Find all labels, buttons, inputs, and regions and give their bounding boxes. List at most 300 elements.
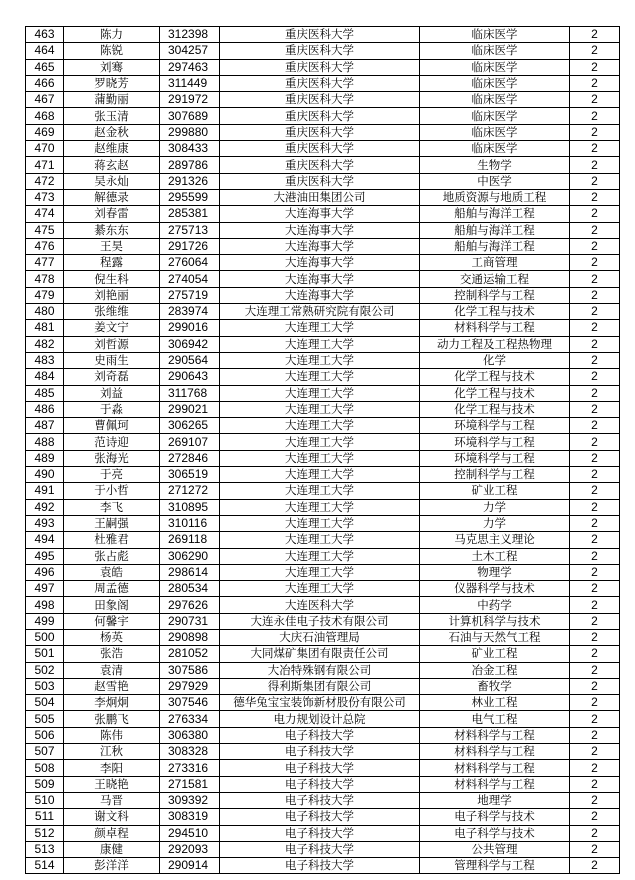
row-index-cell: 500 [26,629,64,645]
id-number-cell: 276064 [160,255,220,271]
count-cell: 2 [570,515,620,531]
table-row [26,369,620,385]
id-number-cell: 275713 [160,222,220,238]
row-index-cell: 486 [26,401,64,417]
id-number-cell: 297463 [160,59,220,75]
person-name-cell: 蒋玄赵 [64,157,160,173]
count-cell: 2 [570,711,620,727]
person-name-cell: 蒲勤丽 [64,92,160,108]
row-index-cell: 463 [26,27,64,43]
organization-cell: 大连理工大学 [220,499,420,515]
table-row [26,75,620,91]
id-number-cell: 290898 [160,629,220,645]
table-row [26,809,620,825]
organization-cell: 重庆医科大学 [220,43,420,59]
count-cell: 2 [570,206,620,222]
row-index-cell: 466 [26,75,64,91]
person-name-cell: 刘哲源 [64,336,160,352]
id-number-cell: 276334 [160,711,220,727]
id-number-cell: 291726 [160,238,220,254]
table-row [26,727,620,743]
id-number-cell: 297929 [160,678,220,694]
id-number-cell: 294510 [160,825,220,841]
id-number-cell: 280534 [160,581,220,597]
row-index-cell: 493 [26,515,64,531]
organization-cell: 大连理工常熟研究院有限公司 [220,304,420,320]
table-row [26,108,620,124]
person-name-cell: 綦东东 [64,222,160,238]
count-cell: 2 [570,662,620,678]
table-row [26,678,620,694]
row-index-cell: 482 [26,336,64,352]
discipline-cell: 冶金工程 [420,662,570,678]
count-cell: 2 [570,434,620,450]
table-row [26,320,620,336]
discipline-cell: 仪器科学与技术 [420,581,570,597]
table-row [26,613,620,629]
count-cell: 2 [570,532,620,548]
row-index-cell: 484 [26,369,64,385]
person-name-cell: 赵维康 [64,141,160,157]
person-name-cell: 张玉清 [64,108,160,124]
organization-cell: 电力规划设计总院 [220,711,420,727]
id-number-cell: 306265 [160,418,220,434]
id-number-cell: 306290 [160,548,220,564]
id-number-cell: 281052 [160,646,220,662]
discipline-cell: 林业工程 [420,695,570,711]
table-row [26,238,620,254]
organization-cell: 重庆医科大学 [220,157,420,173]
organization-cell: 大连海事大学 [220,222,420,238]
organization-cell: 大连理工大学 [220,352,420,368]
id-number-cell: 308433 [160,141,220,157]
table-row [26,792,620,808]
organization-cell: 大港油田集团公司 [220,189,420,205]
count-cell: 2 [570,450,620,466]
row-index-cell: 476 [26,238,64,254]
row-index-cell: 483 [26,352,64,368]
person-name-cell: 张浩 [64,646,160,662]
table-row [26,336,620,352]
organization-cell: 大连理工大学 [220,336,420,352]
table-row [26,646,620,662]
organization-cell: 电子科技大学 [220,858,420,874]
organization-cell: 德华兔宝宝装饰新材股份有限公司 [220,695,420,711]
person-name-cell: 李飞 [64,499,160,515]
person-name-cell: 周孟德 [64,581,160,597]
person-name-cell: 颜卓程 [64,825,160,841]
count-cell: 2 [570,695,620,711]
person-name-cell: 吴永灿 [64,173,160,189]
row-index-cell: 504 [26,695,64,711]
person-name-cell: 赵雪艳 [64,678,160,694]
table-row [26,515,620,531]
person-name-cell: 江秋 [64,744,160,760]
table-row [26,401,620,417]
organization-cell: 大连理工大学 [220,467,420,483]
row-index-cell: 489 [26,450,64,466]
table-row [26,352,620,368]
id-number-cell: 306380 [160,727,220,743]
row-index-cell: 487 [26,418,64,434]
count-cell: 2 [570,760,620,776]
discipline-cell: 控制科学与工程 [420,287,570,303]
count-cell: 2 [570,173,620,189]
organization-cell: 大连理工大学 [220,532,420,548]
organization-cell: 大同煤矿集团有限责任公司 [220,646,420,662]
table-row [26,418,620,434]
count-cell: 2 [570,369,620,385]
organization-cell: 重庆医科大学 [220,92,420,108]
person-name-cell: 王嗣强 [64,515,160,531]
row-index-cell: 478 [26,271,64,287]
discipline-cell: 中药学 [420,597,570,613]
person-name-cell: 刘奇磊 [64,369,160,385]
count-cell: 2 [570,385,620,401]
row-index-cell: 495 [26,548,64,564]
count-cell: 2 [570,271,620,287]
id-number-cell: 292093 [160,841,220,857]
person-name-cell: 谢文科 [64,809,160,825]
organization-cell: 得利斯集团有限公司 [220,678,420,694]
row-index-cell: 471 [26,157,64,173]
count-cell: 2 [570,841,620,857]
id-number-cell: 307546 [160,695,220,711]
count-cell: 2 [570,727,620,743]
table-row [26,92,620,108]
discipline-cell: 环境科学与工程 [420,418,570,434]
person-name-cell: 何馨宇 [64,613,160,629]
person-name-cell: 赵金秋 [64,124,160,140]
discipline-cell: 矿业工程 [420,646,570,662]
discipline-cell: 船舶与海洋工程 [420,238,570,254]
table-row [26,858,620,874]
organization-cell: 大连理工大学 [220,515,420,531]
row-index-cell: 496 [26,564,64,580]
organization-cell: 大冶特殊钢有限公司 [220,662,420,678]
organization-cell: 电子科技大学 [220,841,420,857]
organization-cell: 重庆医科大学 [220,141,420,157]
table-row [26,141,620,157]
count-cell: 2 [570,75,620,91]
discipline-cell: 畜牧学 [420,678,570,694]
id-number-cell: 304257 [160,43,220,59]
organization-cell: 大连理工大学 [220,483,420,499]
id-number-cell: 290564 [160,352,220,368]
id-number-cell: 290731 [160,613,220,629]
count-cell: 2 [570,124,620,140]
organization-cell: 大连海事大学 [220,206,420,222]
table-row [26,450,620,466]
person-name-cell: 张海光 [64,450,160,466]
organization-cell: 大连理工大学 [220,548,420,564]
organization-cell: 大连永佳电子技术有限公司 [220,613,420,629]
discipline-cell: 化学工程与技术 [420,385,570,401]
discipline-cell: 物理学 [420,564,570,580]
person-name-cell: 张占彪 [64,548,160,564]
organization-cell: 电子科技大学 [220,760,420,776]
organization-cell: 大连理工大学 [220,581,420,597]
row-index-cell: 508 [26,760,64,776]
discipline-cell: 临床医学 [420,124,570,140]
table-row [26,27,620,43]
discipline-cell: 化学工程与技术 [420,401,570,417]
row-index-cell: 480 [26,304,64,320]
discipline-cell: 交通运输工程 [420,271,570,287]
row-index-cell: 501 [26,646,64,662]
person-name-cell: 于淼 [64,401,160,417]
count-cell: 2 [570,59,620,75]
table-row [26,287,620,303]
discipline-cell: 材料科学与工程 [420,727,570,743]
organization-cell: 大连理工大学 [220,401,420,417]
discipline-cell: 管理科学与工程 [420,858,570,874]
id-number-cell: 269107 [160,434,220,450]
person-name-cell: 张鹏飞 [64,711,160,727]
id-number-cell: 290914 [160,858,220,874]
discipline-cell: 土木工程 [420,548,570,564]
table-body [26,27,620,874]
discipline-cell: 环境科学与工程 [420,450,570,466]
row-index-cell: 497 [26,581,64,597]
discipline-cell: 临床医学 [420,27,570,43]
count-cell: 2 [570,320,620,336]
count-cell: 2 [570,646,620,662]
table-row [26,695,620,711]
organization-cell: 重庆医科大学 [220,108,420,124]
person-name-cell: 于亮 [64,467,160,483]
discipline-cell: 工商管理 [420,255,570,271]
id-number-cell: 299880 [160,124,220,140]
organization-cell: 电子科技大学 [220,744,420,760]
id-number-cell: 309392 [160,792,220,808]
id-number-cell: 295599 [160,189,220,205]
id-number-cell: 271581 [160,776,220,792]
id-number-cell: 311449 [160,75,220,91]
table-row [26,173,620,189]
organization-cell: 电子科技大学 [220,809,420,825]
person-name-cell: 陈伟 [64,727,160,743]
discipline-cell: 化学 [420,352,570,368]
row-index-cell: 469 [26,124,64,140]
recipient-table [25,26,620,874]
discipline-cell: 电子科学与技术 [420,825,570,841]
discipline-cell: 地质资源与地质工程 [420,189,570,205]
row-index-cell: 464 [26,43,64,59]
count-cell: 2 [570,629,620,645]
discipline-cell: 临床医学 [420,59,570,75]
organization-cell: 大连理工大学 [220,385,420,401]
count-cell: 2 [570,678,620,694]
row-index-cell: 511 [26,809,64,825]
row-index-cell: 513 [26,841,64,857]
person-name-cell: 袁皓 [64,564,160,580]
person-name-cell: 田象阁 [64,597,160,613]
person-name-cell: 刘春雷 [64,206,160,222]
table-row [26,124,620,140]
table-row [26,271,620,287]
table-row [26,43,620,59]
count-cell: 2 [570,776,620,792]
count-cell: 2 [570,255,620,271]
discipline-cell: 矿业工程 [420,483,570,499]
count-cell: 2 [570,499,620,515]
person-name-cell: 曹佩珂 [64,418,160,434]
count-cell: 2 [570,27,620,43]
organization-cell: 电子科技大学 [220,727,420,743]
row-index-cell: 502 [26,662,64,678]
person-name-cell: 程露 [64,255,160,271]
count-cell: 2 [570,43,620,59]
organization-cell: 大连海事大学 [220,238,420,254]
person-name-cell: 刘骞 [64,59,160,75]
id-number-cell: 290643 [160,369,220,385]
discipline-cell: 马克思主义理论 [420,532,570,548]
table-row [26,629,620,645]
count-cell: 2 [570,792,620,808]
count-cell: 2 [570,597,620,613]
id-number-cell: 275719 [160,287,220,303]
person-name-cell: 杜雅君 [64,532,160,548]
person-name-cell: 李阳 [64,760,160,776]
row-index-cell: 503 [26,678,64,694]
row-index-cell: 492 [26,499,64,515]
table-row [26,206,620,222]
person-name-cell: 姜文宁 [64,320,160,336]
id-number-cell: 311768 [160,385,220,401]
table-row [26,711,620,727]
discipline-cell: 生物学 [420,157,570,173]
row-index-cell: 514 [26,858,64,874]
id-number-cell: 285381 [160,206,220,222]
row-index-cell: 470 [26,141,64,157]
row-index-cell: 479 [26,287,64,303]
organization-cell: 大连理工大学 [220,369,420,385]
organization-cell: 大连理工大学 [220,320,420,336]
row-index-cell: 512 [26,825,64,841]
discipline-cell: 船舶与海洋工程 [420,206,570,222]
row-index-cell: 477 [26,255,64,271]
count-cell: 2 [570,825,620,841]
organization-cell: 大连医科大学 [220,597,420,613]
count-cell: 2 [570,581,620,597]
count-cell: 2 [570,483,620,499]
row-index-cell: 499 [26,613,64,629]
table-row [26,776,620,792]
row-index-cell: 485 [26,385,64,401]
person-name-cell: 彭洋洋 [64,858,160,874]
discipline-cell: 材料科学与工程 [420,744,570,760]
discipline-cell: 临床医学 [420,43,570,59]
table-row [26,385,620,401]
id-number-cell: 307689 [160,108,220,124]
row-index-cell: 488 [26,434,64,450]
table-row [26,662,620,678]
person-name-cell: 范诗迎 [64,434,160,450]
table-row [26,189,620,205]
id-number-cell: 310116 [160,515,220,531]
id-number-cell: 312398 [160,27,220,43]
organization-cell: 大连理工大学 [220,450,420,466]
person-name-cell: 李炯炯 [64,695,160,711]
table-row [26,434,620,450]
id-number-cell: 271272 [160,483,220,499]
table-row [26,744,620,760]
organization-cell: 重庆医科大学 [220,27,420,43]
row-index-cell: 465 [26,59,64,75]
organization-cell: 大庆石油管理局 [220,629,420,645]
row-index-cell: 467 [26,92,64,108]
table-row [26,760,620,776]
count-cell: 2 [570,858,620,874]
table-row [26,532,620,548]
id-number-cell: 273316 [160,760,220,776]
discipline-cell: 石油与天然气工程 [420,629,570,645]
count-cell: 2 [570,304,620,320]
table-row [26,581,620,597]
discipline-cell: 地理学 [420,792,570,808]
row-index-cell: 491 [26,483,64,499]
row-index-cell: 475 [26,222,64,238]
organization-cell: 大连理工大学 [220,418,420,434]
discipline-cell: 化学工程与技术 [420,304,570,320]
count-cell: 2 [570,809,620,825]
table-row [26,222,620,238]
id-number-cell: 308328 [160,744,220,760]
id-number-cell: 306519 [160,467,220,483]
count-cell: 2 [570,613,620,629]
organization-cell: 重庆医科大学 [220,75,420,91]
table-row [26,255,620,271]
discipline-cell: 电气工程 [420,711,570,727]
row-index-cell: 505 [26,711,64,727]
organization-cell: 重庆医科大学 [220,173,420,189]
discipline-cell: 材料科学与工程 [420,760,570,776]
count-cell: 2 [570,467,620,483]
row-index-cell: 494 [26,532,64,548]
organization-cell: 大连理工大学 [220,564,420,580]
organization-cell: 电子科技大学 [220,792,420,808]
row-index-cell: 468 [26,108,64,124]
id-number-cell: 283974 [160,304,220,320]
organization-cell: 重庆医科大学 [220,124,420,140]
id-number-cell: 306942 [160,336,220,352]
person-name-cell: 张维维 [64,304,160,320]
table-row [26,499,620,515]
count-cell: 2 [570,238,620,254]
discipline-cell: 临床医学 [420,141,570,157]
person-name-cell: 罗晓芳 [64,75,160,91]
person-name-cell: 解德录 [64,189,160,205]
discipline-cell: 控制科学与工程 [420,467,570,483]
discipline-cell: 中医学 [420,173,570,189]
person-name-cell: 刘艳丽 [64,287,160,303]
person-name-cell: 倪生科 [64,271,160,287]
row-index-cell: 481 [26,320,64,336]
organization-cell: 大连海事大学 [220,287,420,303]
row-index-cell: 474 [26,206,64,222]
organization-cell: 大连海事大学 [220,271,420,287]
id-number-cell: 272846 [160,450,220,466]
count-cell: 2 [570,564,620,580]
row-index-cell: 510 [26,792,64,808]
count-cell: 2 [570,157,620,173]
discipline-cell: 力学 [420,499,570,515]
count-cell: 2 [570,141,620,157]
person-name-cell: 马晋 [64,792,160,808]
count-cell: 2 [570,352,620,368]
table-row [26,59,620,75]
